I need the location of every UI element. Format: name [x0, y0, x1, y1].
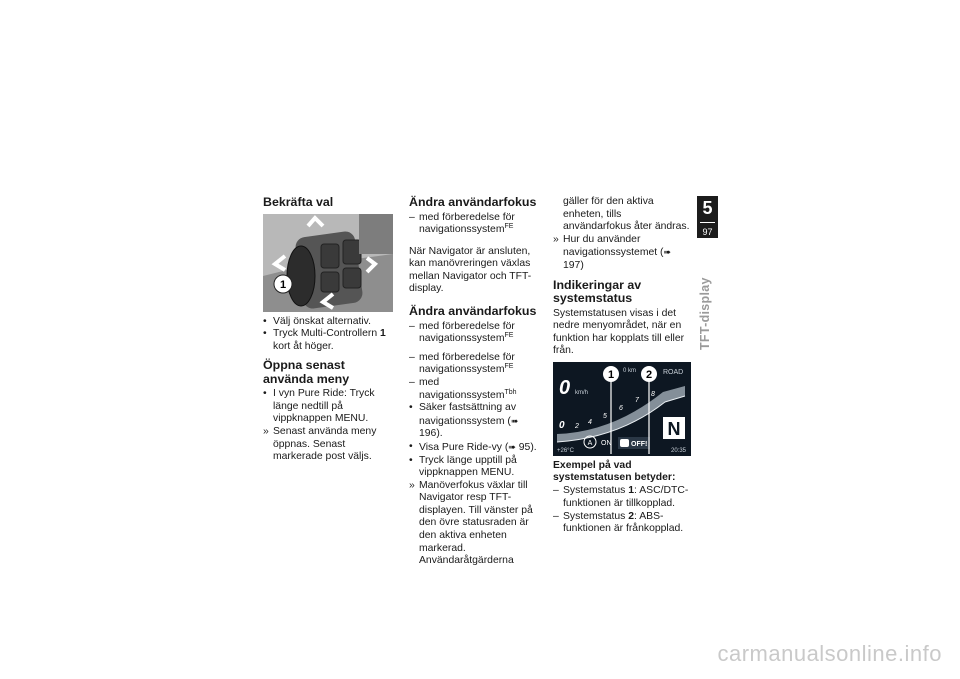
page-number: 97 — [702, 227, 713, 237]
chapter-title-vertical: TFT-display — [698, 277, 712, 350]
svg-text:N: N — [667, 418, 681, 439]
bullet-press-menu-up: • Tryck länge upptill på vippknappen MENU. — [409, 454, 517, 479]
dash-status-2: – Systemstatus 2: ABS-funktionen är frånkopplad. — [553, 510, 684, 535]
svg-text:5: 5 — [603, 412, 607, 420]
svg-text:ROAD: ROAD — [663, 368, 684, 376]
svg-text:A: A — [587, 439, 593, 447]
callout-1: 1 — [607, 368, 615, 381]
heading-open-last-menu: Öppna senast använda meny — [263, 358, 350, 386]
svg-text:6: 6 — [619, 404, 623, 412]
svg-text:0: 0 — [559, 419, 565, 431]
handlebar-illustration — [263, 214, 393, 312]
watermark: carmanualsonline.info — [717, 641, 942, 666]
bullet-press-controller: • Tryck Multi-Controllern 1 kort åt höger. — [263, 328, 386, 352]
svg-text:20:35: 20:35 — [671, 447, 687, 454]
bullet-pure-ride-view: • Visa Pure Ride-vy (➠ 95). — [409, 440, 537, 453]
result-nav-usage: » Hur du använder navigationssystemet (➠ 197) — [553, 233, 672, 271]
dash-nav-system: – med navigationssystem$^{Tbh}$ — [409, 376, 517, 401]
heading-confirm-selection: Bekräfta val — [263, 195, 334, 209]
column-3 — [553, 196, 691, 536]
svg-text:km/h: km/h — [575, 389, 589, 396]
bullet-pure-ride-menu: • I vyn Pure Ride: Tryck länge nedtill på vippknappen MENU. — [263, 388, 375, 425]
svg-text:8: 8 — [651, 390, 655, 398]
paragraph-system-status: Systemstatusen visas i det nedre menyområdet, när en funktion har kopplats till eller från. — [553, 307, 685, 357]
svg-text:2: 2 — [575, 422, 579, 430]
page-ref-arrow-icon: ➠ — [510, 415, 519, 426]
figure-caption: Exempel på vad systemstatusen betyder: — [553, 459, 676, 484]
tft-dashboard-illustration — [553, 362, 691, 456]
svg-text:7: 7 — [635, 396, 639, 404]
dash-nav-prep-1: – med förberedelse för navigationssystem$^{FE}$ — [409, 211, 515, 236]
svg-text:ON: ON — [601, 439, 612, 447]
column-2 — [409, 196, 539, 568]
tft-display-figure — [553, 362, 691, 456]
bullet-select-option: • Välj önskat alternativ. — [263, 315, 371, 327]
page-ref-arrow-icon: ➠ — [663, 247, 672, 258]
svg-text:OFF!: OFF! — [631, 440, 648, 448]
chapter-number: 5 — [702, 198, 713, 218]
chapter-tab-divider — [700, 222, 715, 223]
figure-callout-1: 1 — [279, 278, 287, 291]
dash-nav-prep-2: – med förberedelse för navigationssystem$^{FE}$ — [409, 320, 515, 345]
dash-nav-prep-3: – med förberedelse för navigationssystem$^{FE}$ — [409, 351, 515, 376]
heading-system-status: Indikeringar av systemstatus — [553, 277, 642, 306]
result-last-menu-opens: » Senast använda meny öppnas. Senast markerade post väljs. — [263, 426, 377, 463]
column-1 — [263, 196, 393, 464]
result-focus-switches: » Manöverfokus växlar till Navigator resp TFT-displayen. Till vänster på den övre statusraden är den aktiva enheten markerad. Användaråtgärderna — [409, 479, 533, 567]
svg-text:0 km: 0 km — [623, 367, 637, 374]
svg-text:+26°C: +26°C — [557, 447, 574, 454]
svg-text:4: 4 — [588, 418, 592, 426]
paragraph-navigator: När Navigator är ansluten, kan manövreringen växlas mellan Navigator och TFT-display. — [409, 245, 532, 295]
dash-status-1: – Systemstatus 1: ASC/DTC-funktionen är tillkopplad. — [553, 485, 689, 509]
page-ref-arrow-icon: ➠ — [508, 441, 516, 452]
handlebar-controls-figure — [263, 214, 393, 312]
svg-text:0: 0 — [559, 376, 571, 399]
heading-change-user-focus: Ändra användarfokus — [409, 195, 537, 209]
heading-change-user-focus-2: Ändra användarfokus — [409, 304, 537, 319]
bullet-secure-mount: • Säker fastsättning av navigationssystem (➠ 196). — [409, 402, 519, 440]
continued-text: gäller för den aktiva enheten, tills användarfokus åter ändras. — [563, 196, 690, 233]
callout-2: 2 — [645, 368, 653, 381]
